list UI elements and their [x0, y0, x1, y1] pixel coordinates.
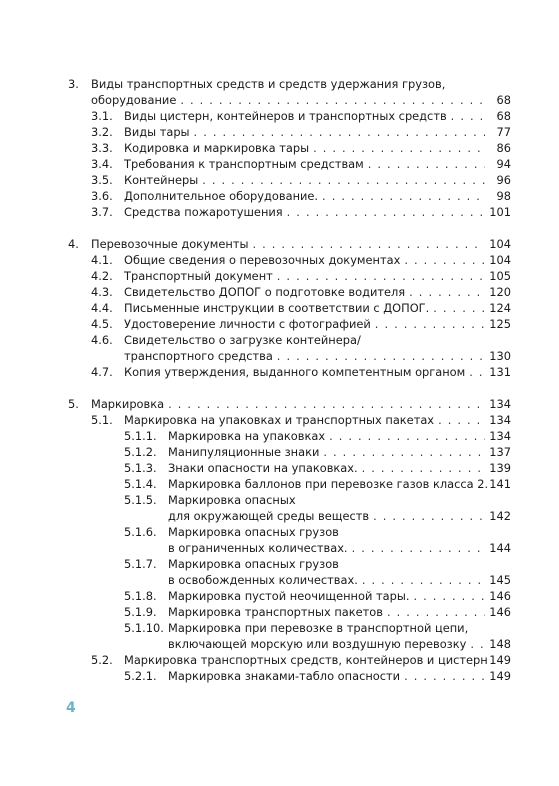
- toc-entry-title: для окружающей среды веществ: [168, 509, 370, 523]
- toc-entry-title: Письменные инструкции в соответствии с ДОПОГ.: [124, 301, 430, 315]
- toc-entry-number: 3.2.: [91, 125, 113, 139]
- toc-entry-number: 5.1.8.: [124, 589, 157, 603]
- toc-entry-page: 134: [489, 397, 511, 411]
- toc-entry-number: 5.1.4.: [124, 477, 157, 491]
- toc-entry-number: 3.6.: [91, 189, 113, 203]
- toc-entry-page: 77: [496, 125, 511, 139]
- toc-entry-title: Маркировка опасных грузов: [168, 525, 339, 539]
- toc-entry-page: 149: [489, 653, 511, 667]
- toc-entry-title: Свидетельство ДОПОГ о подготовке водителя: [124, 285, 406, 299]
- toc-entry-number: 3.1.: [91, 109, 113, 123]
- toc-entry-title: Свидетельство о загрузке контейнера/: [124, 333, 361, 347]
- toc-entry-page: 98: [496, 189, 511, 203]
- toc-entry-page: 105: [489, 269, 511, 283]
- toc-dot-leader: [329, 428, 485, 444]
- toc-entry-number: 5.1.10.: [124, 621, 164, 635]
- toc-entry-title: Маркировка баллонов при перевозке газов класса 2.: [168, 477, 489, 491]
- toc-entry-page: 131: [489, 365, 511, 379]
- toc-entry-title: Маркировка опасных: [168, 493, 296, 507]
- toc-entry-title: Контейнеры: [124, 173, 199, 187]
- toc-entry-title: Знаки опасности на упаковках.: [168, 461, 358, 475]
- toc-entry-title: Маркировка опасных грузов: [168, 557, 339, 571]
- toc-entry-number: 5.1.: [91, 413, 113, 427]
- toc-entry-page: 94: [496, 157, 511, 171]
- toc-dot-leader: [362, 572, 485, 588]
- toc-dot-leader: [470, 636, 485, 652]
- toc-entry-title: Маркировка на упаковках и транспортных пакетах: [124, 413, 435, 427]
- toc-entry-title: Кодировка и маркировка тары: [124, 141, 310, 155]
- toc-entry-number: 4.7.: [91, 365, 113, 379]
- toc-entry-page: 104: [489, 253, 511, 267]
- toc-entry-page: 124: [489, 301, 511, 315]
- toc-entry-number: 5.1.5.: [124, 493, 157, 507]
- page-number: 4: [66, 700, 76, 716]
- toc-dot-leader: [438, 412, 485, 428]
- toc-dot-leader: [202, 172, 485, 188]
- toc-entry-page: 142: [489, 509, 511, 523]
- toc-entry-page: 146: [489, 605, 511, 619]
- toc-dot-leader: [413, 588, 485, 604]
- toc-dot-leader: [409, 284, 485, 300]
- toc-dot-leader: [322, 188, 485, 204]
- toc-entry-page: 134: [489, 413, 511, 427]
- toc-dot-leader: [451, 108, 485, 124]
- toc-entry-page: 139: [489, 461, 511, 475]
- toc-dot-leader: [433, 300, 485, 316]
- toc-dot-leader: [373, 508, 485, 524]
- toc-entry-title: Перевозочные документы: [91, 237, 249, 251]
- toc-entry-number: 5.1.3.: [124, 461, 157, 475]
- toc-entry-title: Манипуляционные знаки: [168, 445, 320, 459]
- toc-entry-title: Маркировка: [91, 397, 165, 411]
- toc-dot-leader: [368, 156, 485, 172]
- toc-entry-page: 146: [489, 589, 511, 603]
- toc-entry-title: Требования к транспортным средствам: [124, 157, 364, 171]
- toc-entry-number: 5.1.9.: [124, 605, 157, 619]
- toc-entry-page: 120: [489, 285, 511, 299]
- toc-entry-page: 130: [489, 349, 511, 363]
- toc-dot-leader: [362, 460, 485, 476]
- toc-entry-title: в ограниченных количествах.: [168, 541, 348, 555]
- toc-entry-number: 3.3.: [91, 141, 113, 155]
- toc-entry-page: 86: [496, 141, 511, 155]
- toc-entry-number: 4.1.: [91, 253, 113, 267]
- toc-entry-number: 5.1.6.: [124, 525, 157, 539]
- toc-entry-page: 96: [496, 173, 511, 187]
- toc-entry-title: Маркировка пустой неочищенной тары.: [168, 589, 410, 603]
- toc-dot-leader: [404, 252, 485, 268]
- toc-entry-number: 4.5.: [91, 317, 113, 331]
- toc-entry-title: Общие сведения о перевозочных документах: [124, 253, 401, 267]
- toc-entry-number: 5.2.: [91, 653, 113, 667]
- toc-dot-leader: [194, 124, 485, 140]
- toc-dot-leader: [252, 236, 485, 252]
- toc-entry-page: 141: [489, 477, 511, 491]
- toc-entry-title: Маркировка на упаковках: [168, 429, 326, 443]
- toc-entry-page: 144: [489, 541, 511, 555]
- toc-entry-page: 104: [489, 237, 511, 251]
- toc-entry-title: Средства пожаротушения: [124, 205, 283, 219]
- toc-entry-number: 5.1.1.: [124, 429, 157, 443]
- toc-entry-number: 4.6.: [91, 333, 113, 347]
- toc-entry-title: Маркировка знаками-табло опасности: [168, 669, 401, 683]
- toc-entry-page: 101: [489, 205, 511, 219]
- toc-entry-title: Виды цистерн, контейнеров и транспортных средств: [124, 109, 447, 123]
- toc-entry-number: 5.: [68, 397, 79, 411]
- toc-entry-page: 134: [489, 429, 511, 443]
- toc-entry-title: в освобожденных количествах.: [168, 573, 358, 587]
- toc-entry-page: 145: [489, 573, 511, 587]
- toc-dot-leader: [168, 396, 485, 412]
- toc-entry-title: Транспортный документ: [124, 269, 273, 283]
- toc-dot-leader: [180, 92, 485, 108]
- toc-entry-number: 4.2.: [91, 269, 113, 283]
- toc-entry-number: 5.1.2.: [124, 445, 157, 459]
- toc-entry-page: 149: [489, 669, 511, 683]
- toc-entry-page: 148: [489, 637, 511, 651]
- toc-entry-title: Копия утверждения, выданного компетентным органом: [124, 365, 466, 379]
- toc-dot-leader: [352, 540, 485, 556]
- toc-entry-number: 5.1.7.: [124, 557, 157, 571]
- toc-entry-title: транспортного средства: [124, 349, 273, 363]
- toc-dot-leader: [277, 268, 485, 284]
- toc-entry-number: 3.: [68, 77, 79, 91]
- toc-dot-leader: [287, 204, 485, 220]
- toc-dot-leader: [404, 668, 485, 684]
- toc-entry-title: включающей морскую или воздушную перевозку: [168, 637, 467, 651]
- toc-dot-leader: [277, 348, 485, 364]
- toc-dot-leader: [323, 444, 485, 460]
- toc-dot-leader: [387, 604, 485, 620]
- toc-entry-number: 4.3.: [91, 285, 113, 299]
- toc-entry-title: Виды тары: [124, 125, 190, 139]
- toc-entry-page: 68: [496, 93, 511, 107]
- toc-entry-number: 5.2.1.: [124, 669, 157, 683]
- toc-dot-leader: [313, 140, 485, 156]
- toc-entry-number: 3.7.: [91, 205, 113, 219]
- toc-entry-title: Маркировка транспортных пакетов: [168, 605, 383, 619]
- toc-entry-number: 4.4.: [91, 301, 113, 315]
- toc-entry-page: 68: [496, 109, 511, 123]
- toc-entry-title: Виды транспортных средств и средств удержания грузов,: [91, 77, 446, 91]
- toc-entry-title: Маркировка при перевозке в транспортной цепи,: [168, 621, 469, 635]
- toc-entry-title: Дополнительное оборудование.: [124, 189, 319, 203]
- toc-entry-number: 3.5.: [91, 173, 113, 187]
- toc-entry-page: 137: [489, 445, 511, 459]
- toc-entry-title: Маркировка транспортных средств, контейнеров и цистерн: [124, 653, 488, 667]
- toc-entry-title: Удостоверение личности с фотографией: [124, 317, 371, 331]
- toc-entry-title: оборудование: [91, 93, 177, 107]
- toc-entry-number: 3.4.: [91, 157, 113, 171]
- toc-dot-leader: [469, 364, 485, 380]
- toc-entry-page: 125: [489, 317, 511, 331]
- toc-entry-number: 4.: [68, 237, 79, 251]
- toc-dot-leader: [375, 316, 485, 332]
